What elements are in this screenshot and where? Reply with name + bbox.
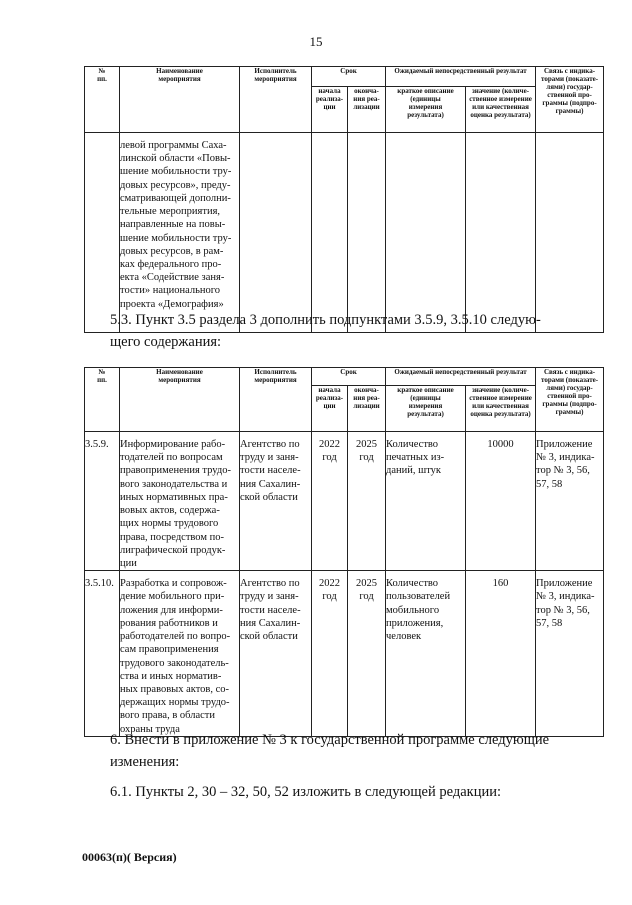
header-start: начала реализа- ции: [312, 87, 348, 133]
row-name: Информирование рабо- тодателей по вопросам правоприменения трудо- вого законодательства и иных нормативных пра- вовых актов, содержа- щих нормы трудового права, посредством по- лиграфической продук- ции: [120, 432, 240, 571]
continuation-text: левой программы Саха- линской области «Повы- шение мобильности тру- довых ресурсов», преду- сматривающей дополни- тельные мероприятия, направленные на повы- шение мобильности тру- довых ресурсов, в рам- ках федерального про- екта «Содействие заня- тости» национального проекта «Демография»: [120, 133, 240, 333]
header-link: Связь с индика- торами (показате- лями) государ- ственной про- граммы (подпро- граммы): [536, 368, 604, 432]
table-row: [85, 571, 604, 737]
header-executor: Исполнитель мероприятия: [240, 368, 312, 432]
header-link: Связь с индика- торами (показате- лями) государ- ственной про- граммы (подпро- граммы): [536, 67, 604, 133]
row-link: Приложение № 3, индика- тор № 3, 56, 57, 58: [536, 571, 604, 737]
header-name: Наименование мероприятия: [120, 368, 240, 432]
header-short-desc: краткое описание (единицы измерения результата): [386, 386, 466, 432]
row-start: 2022 год: [312, 571, 348, 737]
row-link: Приложение № 3, индика- тор № 3, 56, 57, 58: [536, 432, 604, 571]
row-value: 160: [466, 571, 536, 737]
header-start: начала реализа- ции: [312, 386, 348, 432]
row-name: Разработка и сопровож- дение мобильного при- ложения для информи- рования работников и работодателей по вопро- сам правоприменения трудового законодатель- ства и иных норматив- ных правовых актов, со- держащих нормы трудо- вого права, в области охраны труда: [120, 571, 240, 737]
row-end: 2025 год: [348, 571, 386, 737]
paragraph-6-1: 6.1. Пункты 2, 30 – 32, 50, 52 изложить в следующей редакции:: [110, 784, 501, 800]
row-num: 3.5.10.: [85, 571, 120, 737]
header-result: Ожидаемый непосредственный результат: [386, 67, 536, 87]
table-row: [85, 432, 604, 571]
header-name: Наименование мероприятия: [120, 67, 240, 133]
paragraph-5-3: 5.3. Пункт 3.5 раздела 3 дополнить подпунктами 3.5.9, 3.5.10 следую- щего содержания:: [110, 312, 541, 350]
header-result: Ожидаемый непосредственный результат: [386, 368, 536, 386]
row-executor: Агентство по труду и заня- тости населе- ния Сахалин- ской области: [240, 571, 312, 737]
header-term: Срок: [312, 368, 386, 386]
paragraph-6: 6. Внести в приложение № 3 к государственной программе следующие изменения:: [110, 732, 550, 770]
table-new-items: [84, 367, 604, 737]
row-end: 2025 год: [348, 432, 386, 571]
header-end: оконча- ния реа- лизации: [348, 386, 386, 432]
row-short-desc: Количество пользователей мобильного приложения, человек: [386, 571, 466, 737]
table-continuation: [84, 66, 604, 333]
page-number: 15: [309, 34, 323, 49]
row-executor: Агентство по труду и заня- тости населе- ния Сахалин- ской области: [240, 432, 312, 571]
header-num: № пп.: [85, 368, 120, 432]
row-short-desc: Количество печатных из- даний, штук: [386, 432, 466, 571]
footer-code: 00063(п)( Версия): [82, 850, 177, 864]
row-value: 10000: [466, 432, 536, 571]
header-value: значение (количе- ственное измерение или качественная оценка результата): [466, 386, 536, 432]
header-term: Срок: [312, 67, 386, 87]
header-end: оконча- ния реа- лизации: [348, 87, 386, 133]
row-start: 2022 год: [312, 432, 348, 571]
header-num: № пп.: [85, 67, 120, 133]
header-short-desc: краткое описание (единицы измерения результата): [386, 87, 466, 133]
header-value: значение (количе- ственное измерение или качественная оценка результата): [466, 87, 536, 133]
row-num: 3.5.9.: [85, 432, 120, 571]
header-executor: Исполнитель мероприятия: [240, 67, 312, 133]
